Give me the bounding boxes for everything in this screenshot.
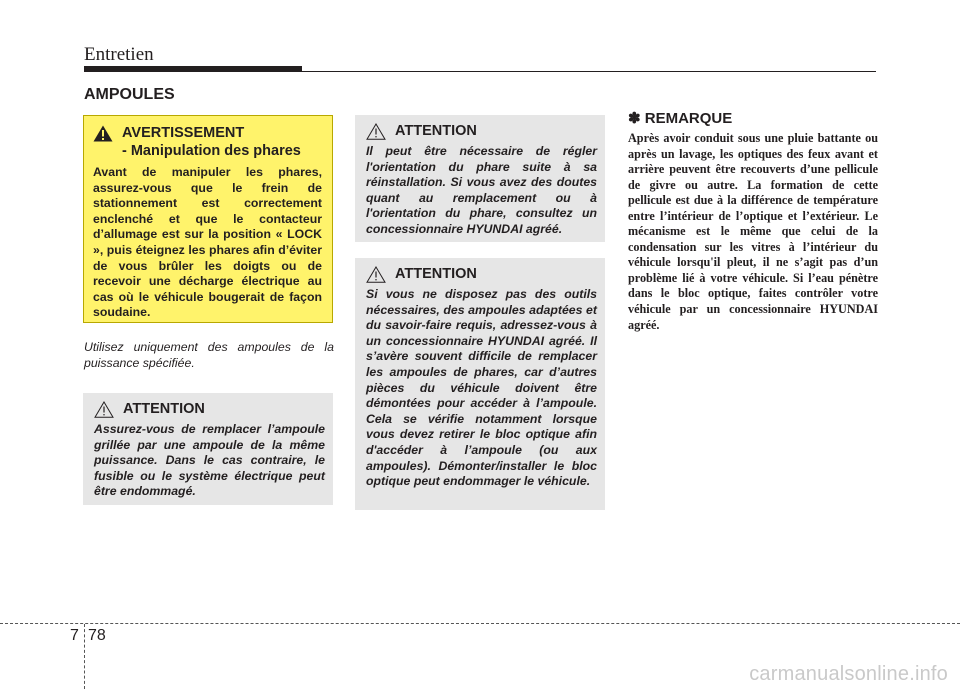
attention-title: ATTENTION xyxy=(395,123,477,139)
attention-body: Assurez-vous de remplacer l’ampoule grillée par une ampoule de la même puissance. Dans le cas contraire, le fusible ou le système électrique peut être endommagé. xyxy=(94,422,325,499)
header-rule xyxy=(302,71,876,72)
attention-header xyxy=(366,266,597,283)
attention-header xyxy=(366,123,597,140)
section-title: AMPOULES xyxy=(84,86,175,103)
attention-box-headlamp-aiming xyxy=(355,115,605,242)
warning-title: AVERTISSEMENT xyxy=(122,125,245,141)
warning-subtitle: - Manipulation des phares xyxy=(122,143,301,159)
attention-title: ATTENTION xyxy=(395,266,477,282)
remark-title: ✽ REMARQUE xyxy=(628,110,733,127)
warning-header xyxy=(93,125,322,142)
remark-body: Après avoir conduit sous une pluie battante ou après un lavage, les optiques des feux avant et arrière peuvent être recouverts d’une pellicule de givre ou autre. La formation de cette pellicule est due à la différence de température entre l’intérieur de l’optique et l’extérieur. Le mécanisme est le même que celui de la condensation sur les vitres à l’intérieur du véhicule lorsqu'il pleut, il ne s’agit pas d’un problème lié à votre véhicule. Si l’eau pénètre dans le bloc optique, faites contrôler votre véhicule par un concessionnaire HYUNDAI agréé. xyxy=(628,131,878,332)
attention-body: Si vous ne disposez pas des outils nécessaires, des ampoules adaptées et du savoir-faire requis, adressez-vous à un concessionnaire HYUNDAI agréé. Il s’avère souvent difficile de remplacer les ampoules de phares, car d’autres pièces du véhicule doivent être démontées pour accéder à l’ampoule. Cela se vérifie notamment lorsque vous devez retirer le bloc optique afin d'accéder à l’ampoule (ou aux ampoules). Démonter/installer le bloc optique peut endommager le véhicule. xyxy=(366,287,597,489)
page-header-title: Entretien xyxy=(84,44,154,65)
bulb-power-note: Utilisez uniquement des ampoules de la puissance spécifiée. xyxy=(84,340,334,370)
warning-triangle-icon xyxy=(93,125,113,142)
attention-body: Il peut être nécessaire de régler l'orientation du phare suite à sa réinstallation. Si vous avez des doutes quant au remplacement ou à l'orientation du phare, consultez un concessionnaire HYUNDAI agréé. xyxy=(366,144,597,236)
attention-header xyxy=(94,401,325,418)
page-number: 78 xyxy=(88,627,106,644)
footer-rule xyxy=(0,623,960,624)
warning-box xyxy=(83,115,333,323)
watermark: carmanualsonline.info xyxy=(749,663,948,685)
caution-triangle-outline-icon xyxy=(94,401,114,418)
header-bar xyxy=(84,66,302,72)
warning-body: Avant de manipuler les phares, assurez-vous que le frein de stationnement est correctement enclenché et que le contacteur d’allumage est sur la position « LOCK », puis éteignez les phares afin d’éviter de vous brûler les doigts ou de recevoir une décharge électrique au cas où le véhicule bougerait de façon soudaine. xyxy=(93,165,322,320)
attention-title: ATTENTION xyxy=(123,401,205,417)
attention-box-tools xyxy=(355,258,605,510)
chapter-number: 7 xyxy=(70,627,79,644)
caution-triangle-outline-icon xyxy=(366,266,386,283)
attention-box-bulb-power xyxy=(83,393,333,505)
footer-divider xyxy=(84,624,85,689)
caution-triangle-outline-icon xyxy=(366,123,386,140)
